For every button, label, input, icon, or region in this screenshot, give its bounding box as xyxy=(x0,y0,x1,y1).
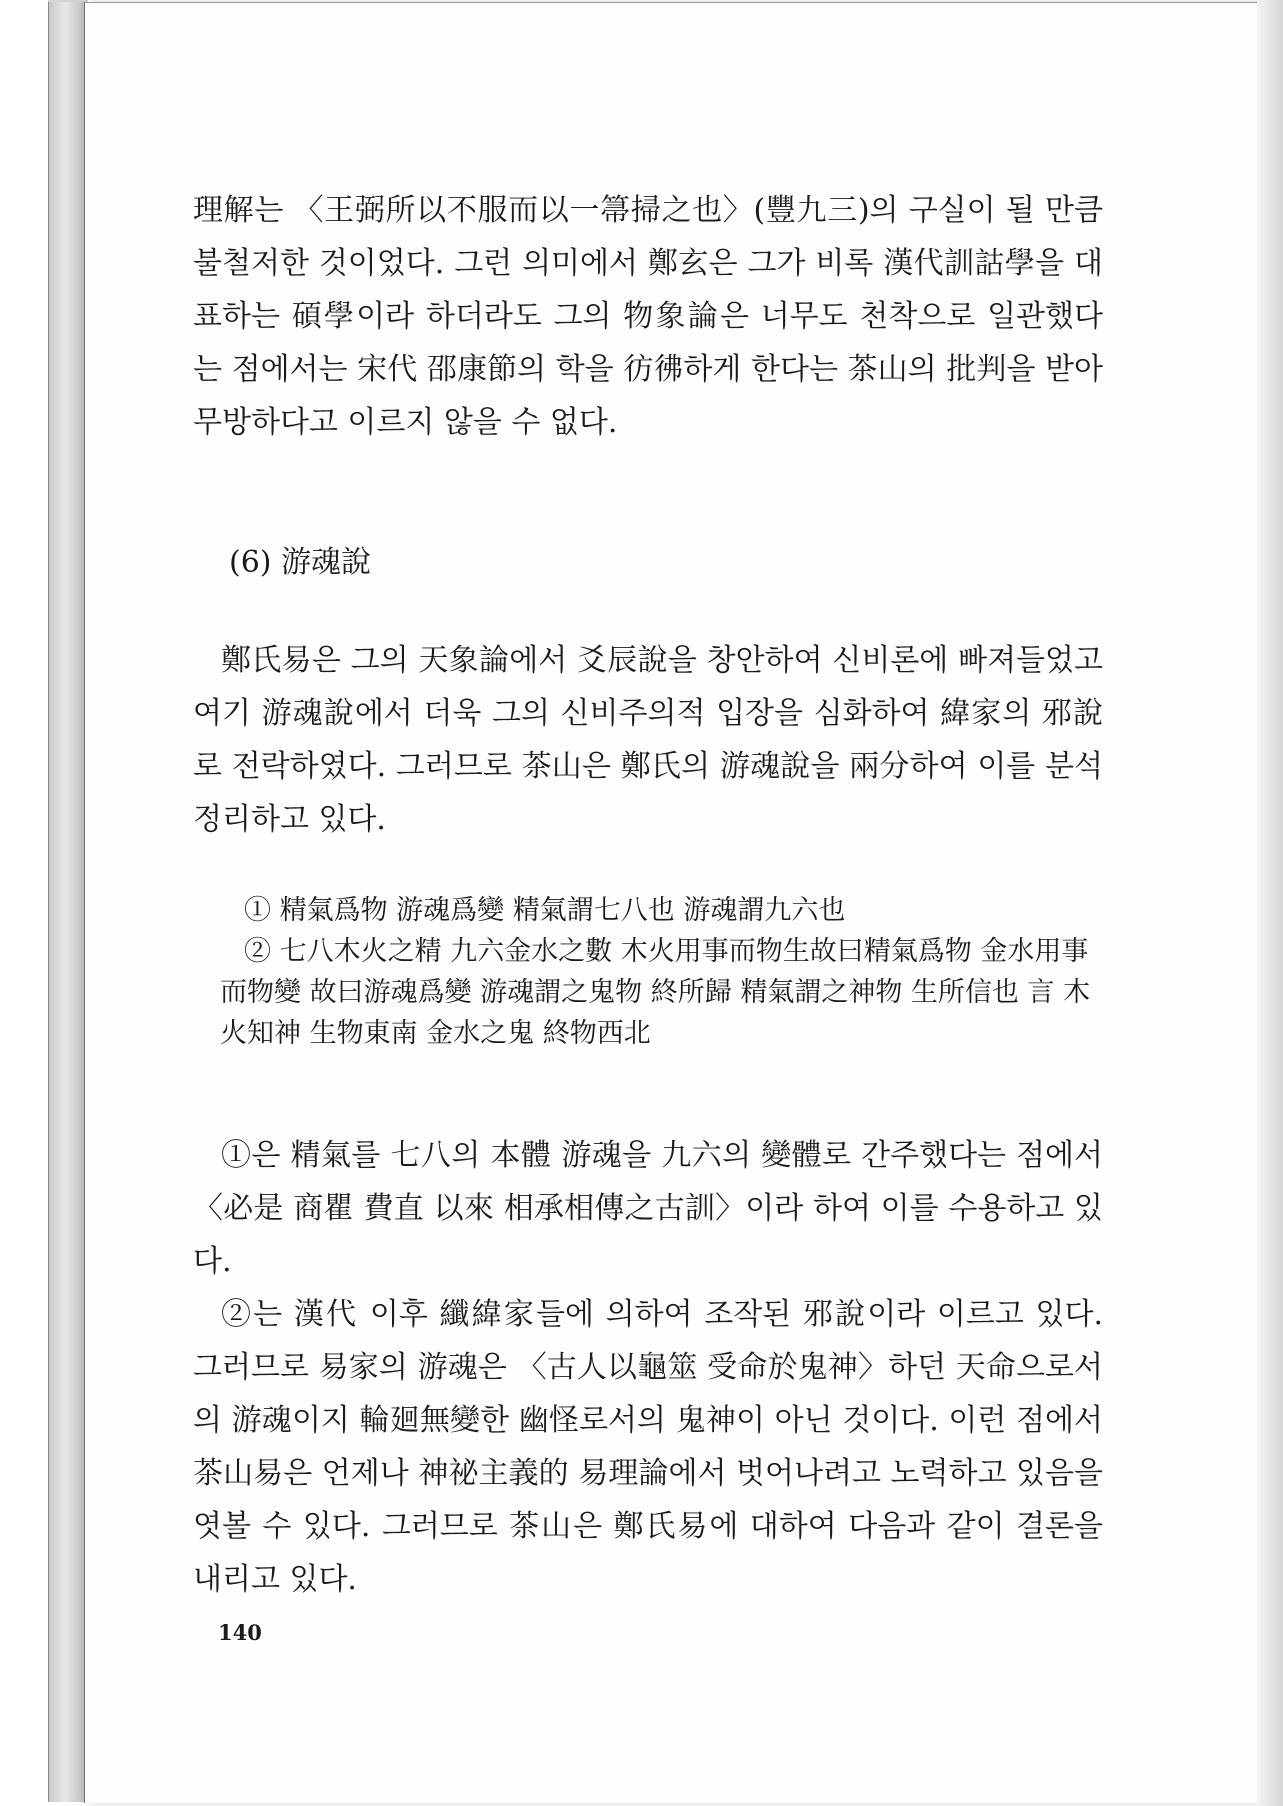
quotation-1: ① 精氣爲物 游魂爲變 精氣謂七八也 游魂謂九六也 xyxy=(244,895,846,926)
paragraph-1: 理解는 〈王弼所以不服而以一箒掃之也〉(豐九三)의 구실이 될 만큼 불철저한 것이었다. 그런 의미에서 鄭玄은 그가 비록 漢代訓詁學을 대표하는 碩學이라 하더라도 그의 物象論은 너무도 천착으로 일관했다는 점에서는 宋代 邵康節의 학을 彷彿하게 한다는 茶山의 批判을 받아 무방하다고 이르지 않을 수 없다. xyxy=(193,193,1103,440)
paragraph-2: 鄭氏易은 그의 天象論에서 爻辰說을 창안하여 신비론에 빠져들었고 여기 游魂說에서 더욱 그의 신비주의적 입장을 심화하여 緯家의 邪說로 전락하였다. 그러므로 茶山은 鄭氏의 游魂說을 兩分하여 이를 분석 정리하고 있다. xyxy=(193,643,1103,837)
paragraph-3b: ②는 漢代 이후 纖緯家들에 의하여 조작된 邪說이라 이르고 있다. 그러므로 易家의 游魂은 〈古人以龜筮 受命於鬼神〉하던 天命으로서의 游魂이지 輪廻無變한 幽怪로서의 鬼神이 아닌 것이다. 이런 점에서 茶山易은 언제나 神祕主義的 易理論에서 벗어나려고 노력하고 있음을 엿볼 수 있다. 그러므로 茶山은 鄭氏易에 대하여 다음과 같이 결론을 내리고 있다. xyxy=(193,1297,1103,1597)
paragraph-3a: ①은 精氣를 七八의 本體 游魂을 九六의 變體로 간주했다는 점에서 〈必是 商瞿 費直 以來 相承相傳之古訓〉이라 하여 이를 수용하고 있다. xyxy=(193,1138,1103,1279)
page-content-2 xyxy=(193,634,1103,846)
quotation-2: ② 七八木火之精 九六金水之數 木火用事而物生故曰精氣爲物 金水用事而物變 故曰游魂爲變 游魂謂之鬼物 終所歸 精氣謂之神物 生所信也 言 木火知神 生物東南 金水之鬼 終物西北 xyxy=(220,936,1091,1049)
page-content-3 xyxy=(193,1129,1103,1606)
page-content xyxy=(193,184,1103,449)
section-heading: (6) 游魂說 xyxy=(229,545,372,580)
page-edge xyxy=(1257,0,1283,1806)
quotation-block xyxy=(220,890,1100,1054)
book-spine xyxy=(48,2,85,1802)
page-number: 140 xyxy=(218,1620,262,1645)
